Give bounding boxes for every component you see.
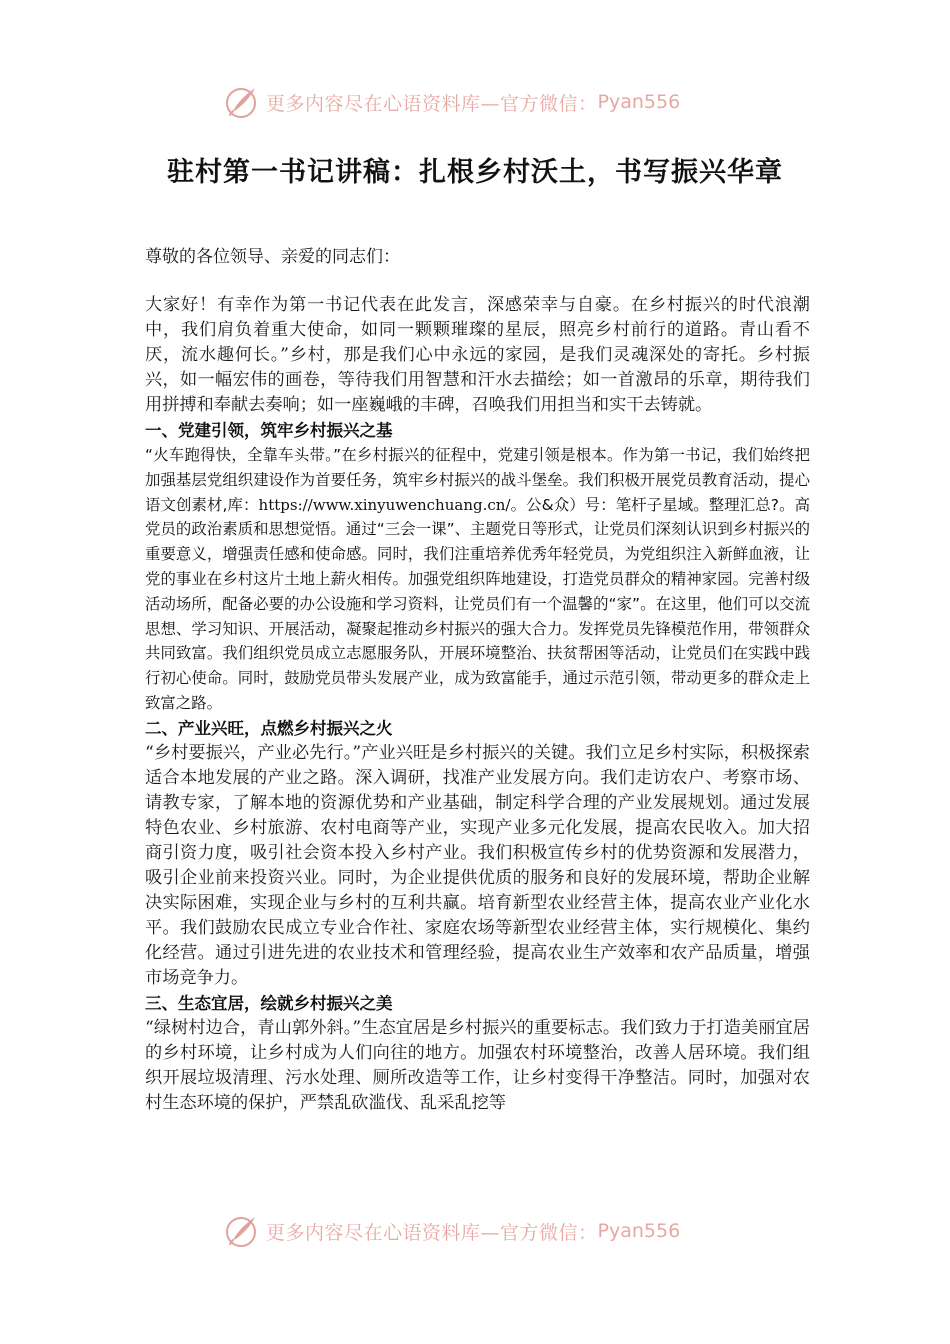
watermark-banner-top	[224, 82, 744, 122]
section-paragraph-1	[145, 443, 810, 716]
page-title: 驻村第一书记讲稿：扎根乡村沃土，书写振兴华章	[167, 157, 783, 188]
section-1-text-part-1: “火车跑得快，全靠车头带。”在乡村振兴的征程中，党建引领是根本。作为第一书记，我们始终把加强基层党组织建设作为首要任务，筑牢乡村振兴的战斗堡垒。我们积极开展党员教育活动，提心语文创素材,库：	[145, 446, 810, 514]
source-url: https://www.xinyuwenchuang.cn/	[258, 495, 511, 514]
intro-paragraph: 大家好！有幸作为第一书记代表在此发言，深感荣幸与自豪。在乡村振兴的时代浪潮中，我们肩负着重大使命，如同一颗颗璀璨的星辰，照亮乡村前行的道路。青山看不厌，流水趣何长。”乡村，那是我们心中永远的家园，是我们灵魂深处的寄托。乡村振兴，如一幅宏伟的画卷，等待我们用智慧和汗水去描绘；如一首激昂的乐章，期待我们用拼搏和奉献去奏响；如一座巍峨的丰碑，召唤我们用担当和实干去铸就。	[145, 295, 810, 415]
section-heading-1: 一、党建引领，筑牢乡村振兴之基	[145, 421, 393, 440]
section-heading-2: 二、产业兴旺，点燃乡村振兴之火	[145, 718, 393, 738]
watermark-text: 更多内容尽在心语资料库—官方微信：	[266, 1221, 598, 1244]
quill-pen-logo-icon	[224, 84, 260, 120]
watermark-contact: Pyan556	[597, 91, 681, 113]
salutation: 尊敬的各位领导、亲爱的同志们：	[145, 247, 400, 267]
speech-body	[145, 245, 810, 1116]
section-heading-3: 三、生态宜居，绘就乡村振兴之美	[145, 993, 393, 1013]
watermark-contact: Pyan556	[597, 1220, 681, 1242]
watermark-text: 更多内容尽在心语资料库—官方微信：	[266, 92, 598, 115]
quill-pen-logo-icon	[224, 1213, 260, 1249]
section-paragraph-3: “绿树村边合，青山郭外斜。”生态宜居是乡村振兴的重要标志。我们致力于打造美丽宜居的乡村环境，让乡村成为人们向往的地方。加强农村环境整治，改善人居环境。我们组织开展垃圾清理、污水处理、厕所改造等工作，让乡村变得干净整洁。同时，加强对农村生态环境的保护，严禁乱砍滥伐、乱采乱挖等	[145, 1017, 810, 1113]
watermark-banner-bottom	[224, 1211, 744, 1251]
section-paragraph-2: “乡村要振兴，产业必先行。”产业兴旺是乡村振兴的关键。我们立足乡村实际，积极探索适合本地发展的产业之路。深入调研，找准产业发展方向。我们走访农户、考察市场、请教专家，了解本地的资源优势和产业基础，制定科学合理的产业发展规划。通过发展特色农业、乡村旅游、农村电商等产业，实现产业多元化发展，提高农民收入。加大招商引资力度，吸引社会资本投入乡村产业。我们积极宣传乡村的优势资源和发展潜力，吸引企业前来投资兴业。同时，为企业提供优质的服务和良好的发展环境，帮助企业解决实际困难，实现企业与乡村的互利共赢。培育新型农业经营主体，提高农业产业化水平。我们鼓励农民成立专业合作社、家庭农场等新型农业经营主体，实行规模化、集约化经营。通过引进先进的农业技术和管理经验，提高农业生产效率和农产品质量，增强市场竞争力。	[145, 742, 810, 988]
section-1-text-part-2: 。公&众）号：笔杆子星域。整理汇总?。高党员的政治素质和思想觉悟。通过“三会一课”、主题党日等形式，让党员们深刻认识到乡村振兴的重要意义，增强责任感和使命感。同时，我们注重培养优秀年轻党员，为党组织注入新鲜血液，让党的事业在乡村这片土地上薪火相传。加强党组织阵地建设，打造党员群众的精神家园。完善村级活动场所，配备必要的办公设施和学习资料，让党员们有一个温馨的“家”。在这里，他们可以交流思想、学习知识、开展活动，凝聚起推动乡村振兴的强大合力。发挥党员先锋模范作用，带领群众共同致富。我们组织党员成立志愿服务队，开展环境整治、扶贫帮困等活动，让党员们在实践中践行初心使命。同时，鼓励党员带头发展产业，成为致富能手，通过示范引领，带动更多的群众走上致富之路。	[145, 495, 810, 712]
